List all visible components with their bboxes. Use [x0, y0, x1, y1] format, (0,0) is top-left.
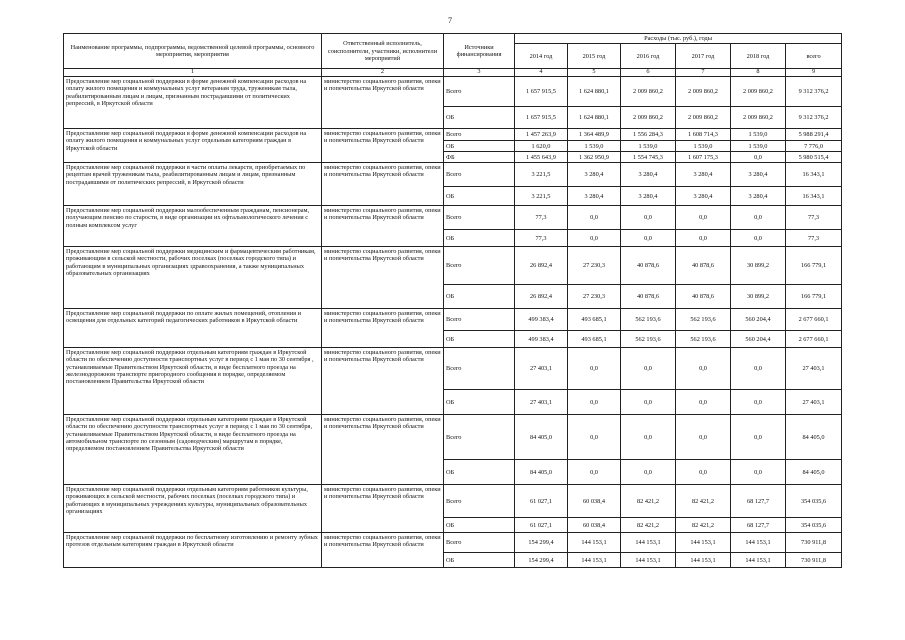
year-value: 493 685,1	[568, 331, 621, 348]
year-value: 2 009 860,2	[621, 77, 676, 107]
year-value: 0,0	[676, 348, 731, 390]
column-index: 2	[322, 69, 444, 77]
year-value: 562 193,6	[676, 309, 731, 331]
year-value: 26 892,4	[515, 247, 568, 285]
year-value: 61 027,1	[515, 518, 568, 533]
total-value: 354 035,6	[786, 485, 842, 518]
year-value: 493 685,1	[568, 309, 621, 331]
year-value: 560 204,4	[731, 331, 786, 348]
year-value: 562 193,6	[621, 309, 676, 331]
column-index: 6	[621, 69, 676, 77]
funding-source: Всего	[444, 129, 515, 141]
year-value: 84 405,0	[515, 415, 568, 460]
header-expenses-group: Расходы (тыс. руб.), годы	[515, 34, 842, 44]
funding-source: Всего	[444, 415, 515, 460]
year-value: 2 009 860,2	[676, 107, 731, 129]
year-value: 1 657 915,5	[515, 107, 568, 129]
column-index: 4	[515, 69, 568, 77]
year-value: 2 009 860,2	[731, 107, 786, 129]
year-value: 144 153,1	[676, 553, 731, 568]
funding-source: Всего	[444, 77, 515, 107]
year-value: 82 421,2	[621, 485, 676, 518]
year-value: 1 624 880,1	[568, 107, 621, 129]
year-value: 3 221,5	[515, 163, 568, 187]
responsible-executor: министерство социального развития, опеки и попечительства Иркутской области	[322, 129, 444, 163]
year-value: 1 624 880,1	[568, 77, 621, 107]
year-value: 3 280,4	[568, 187, 621, 206]
measure-name: Предоставление мер социальной поддержки в форме денежной компенсации расходов на оплату жилого помещения и коммунальных услуг ветеранам труда, труженикам тыла, реабилитированным лицам и лицам, признанным пострадавшими от политических репрессий, в Иркутской области	[64, 77, 322, 129]
year-value: 499 383,4	[515, 309, 568, 331]
year-value: 61 027,1	[515, 485, 568, 518]
year-value: 2 009 860,2	[731, 77, 786, 107]
year-value: 0,0	[621, 390, 676, 415]
year-value: 3 221,5	[515, 187, 568, 206]
budget-table	[63, 33, 842, 568]
table-row	[64, 348, 842, 390]
funding-source: Всего	[444, 309, 515, 331]
responsible-executor: министерство социального развития, опеки и попечительства Иркутской области	[322, 163, 444, 206]
year-value: 0,0	[621, 415, 676, 460]
year-value: 40 878,6	[621, 285, 676, 309]
header-executor-col: Ответственный исполнитель, соисполнители, участники, исполнители мероприятий	[322, 34, 444, 69]
funding-source: Всего	[444, 485, 515, 518]
year-value: 1 556 284,3	[621, 129, 676, 141]
year-value: 77,3	[515, 230, 568, 247]
responsible-executor: министерство социального развития, опеки и попечительства Иркутской области	[322, 533, 444, 568]
year-value: 30 899,2	[731, 285, 786, 309]
year-value: 144 153,1	[568, 553, 621, 568]
measure-name: Предоставление мер социальной поддержки по бесплатному изготовлению и ремонту зубных протезов отдельным категориям граждан в Иркутской области	[64, 533, 322, 568]
table-row	[64, 129, 842, 141]
year-value: 0,0	[676, 390, 731, 415]
funding-source: ОБ	[444, 141, 515, 152]
year-value: 0,0	[731, 460, 786, 485]
table-body	[64, 77, 842, 568]
funding-source: ОБ	[444, 285, 515, 309]
responsible-executor: министерство социального развития, опеки и попечительства Иркутской области	[322, 247, 444, 309]
year-value: 144 153,1	[621, 533, 676, 553]
year-value: 0,0	[731, 230, 786, 247]
year-value: 0,0	[676, 460, 731, 485]
year-value: 3 280,4	[621, 163, 676, 187]
column-index: 3	[444, 69, 515, 77]
year-value: 1 620,0	[515, 141, 568, 152]
year-value: 1 657 915,5	[515, 77, 568, 107]
measure-name: Предоставление мер социальной поддержки отдельным категориям работников культуры, проживающих в сельской местности, рабочих поселках (поселках городского типа) и работающих в муниципальных учреждениях культуры, муниципальных образовательных организациях	[64, 485, 322, 533]
funding-source: ОБ	[444, 331, 515, 348]
year-value: 27 230,3	[568, 247, 621, 285]
year-value: 0,0	[731, 415, 786, 460]
year-value: 60 038,4	[568, 485, 621, 518]
total-value: 730 911,8	[786, 533, 842, 553]
year-value: 0,0	[568, 230, 621, 247]
total-value: 2 677 660,1	[786, 309, 842, 331]
year-value: 499 383,4	[515, 331, 568, 348]
column-index: 5	[568, 69, 621, 77]
column-index-row	[64, 69, 842, 77]
year-value: 154 299,4	[515, 533, 568, 553]
year-value: 0,0	[568, 390, 621, 415]
table-header	[64, 34, 842, 77]
year-value: 0,0	[731, 152, 786, 163]
year-value: 2 009 860,2	[676, 77, 731, 107]
total-value: 5 988 291,4	[786, 129, 842, 141]
total-value: 77,3	[786, 206, 842, 230]
responsible-executor: министерство социального развития, опеки и попечительства Иркутской области	[322, 485, 444, 533]
year-value: 1 608 714,3	[676, 129, 731, 141]
year-value: 82 421,2	[676, 485, 731, 518]
table-row	[64, 247, 842, 285]
year-value: 3 280,4	[568, 163, 621, 187]
year-value: 154 299,4	[515, 553, 568, 568]
year-value: 40 878,6	[676, 247, 731, 285]
page-number: 7	[448, 16, 452, 25]
year-value: 3 280,4	[676, 187, 731, 206]
year-value: 0,0	[731, 348, 786, 390]
funding-source: ОБ	[444, 518, 515, 533]
year-value: 144 153,1	[568, 533, 621, 553]
responsible-executor: министерство социального развития, опеки и попечительства Иркутской области	[322, 415, 444, 485]
funding-source: ОБ	[444, 553, 515, 568]
year-value: 0,0	[676, 415, 731, 460]
year-value: 77,3	[515, 206, 568, 230]
year-value: 27 403,1	[515, 390, 568, 415]
column-index: 7	[676, 69, 731, 77]
total-value: 84 405,0	[786, 460, 842, 485]
year-value: 1 539,0	[731, 129, 786, 141]
table-row	[64, 309, 842, 331]
funding-source: Всего	[444, 348, 515, 390]
funding-source: ФБ	[444, 152, 515, 163]
year-value: 144 153,1	[621, 553, 676, 568]
total-value: 2 677 660,1	[786, 331, 842, 348]
measure-name: Предоставление мер социальной поддержки в форме денежной компенсации расходов на оплату жилого помещения и коммунальных услуг отдельным категориям граждан в Иркутской области	[64, 129, 322, 163]
table-row	[64, 163, 842, 187]
year-value: 3 280,4	[731, 187, 786, 206]
year-value: 82 421,2	[676, 518, 731, 533]
year-value: 3 280,4	[676, 163, 731, 187]
year-value: 1 455 643,9	[515, 152, 568, 163]
total-value: 9 312 376,2	[786, 77, 842, 107]
year-value: 40 878,6	[621, 247, 676, 285]
year-value: 1 539,0	[568, 141, 621, 152]
header-name-col: Наименование программы, подпрограммы, ведомственной целевой программы, основного мероприятия, мероприятия	[64, 34, 322, 69]
responsible-executor: министерство социального развития, опеки и попечительства Иркутской области	[322, 348, 444, 415]
year-value: 0,0	[621, 348, 676, 390]
total-value: 354 035,6	[786, 518, 842, 533]
funding-source: ОБ	[444, 460, 515, 485]
responsible-executor: министерство социального развития, опеки и попечительства Иркутской области	[322, 206, 444, 247]
year-value: 2 009 860,2	[621, 107, 676, 129]
measure-name: Предоставление мер социальной поддержки малообеспеченным гражданам, пенсионерам, получающим пенсию по старости, в виде организации их офтальмологического лечения с полным комплексом услуг	[64, 206, 322, 247]
measure-name: Предоставление мер социальной поддержки по оплате жилых помещений, отопления и освещения для отдельных категорий педагогических работников в Иркутской области	[64, 309, 322, 348]
total-value: 84 405,0	[786, 415, 842, 460]
year-value: 560 204,4	[731, 309, 786, 331]
header-year: 2018 год	[731, 44, 786, 69]
total-value: 166 779,1	[786, 285, 842, 309]
total-value: 9 312 376,2	[786, 107, 842, 129]
header-source-col: Источники финансирования	[444, 34, 515, 69]
table-row	[64, 485, 842, 518]
year-value: 1 457 263,9	[515, 129, 568, 141]
table-row	[64, 77, 842, 107]
year-value: 1 362 950,9	[568, 152, 621, 163]
year-value: 0,0	[621, 206, 676, 230]
year-value: 144 153,1	[731, 533, 786, 553]
column-index: 8	[731, 69, 786, 77]
total-value: 27 403,1	[786, 348, 842, 390]
measure-name: Предоставление мер социальной поддержки отдельным категориям граждан в Иркутской области по обеспечению доступности транспортных услуг в период с 1 мая по 30 сентября, устанавливаемые Правительством Иркутской области, в виде бесплатного проезда на автомобильном транспорте по сезонным (садоводческим) маршрутам в порядке, определяемом постановлением Правительства Иркутской области	[64, 415, 322, 485]
year-value: 1 554 745,3	[621, 152, 676, 163]
year-value: 26 892,4	[515, 285, 568, 309]
total-value: 730 911,8	[786, 553, 842, 568]
year-value: 27 403,1	[515, 348, 568, 390]
header-year: 2015 год	[568, 44, 621, 69]
year-value: 68 127,7	[731, 518, 786, 533]
year-value: 0,0	[731, 206, 786, 230]
funding-source: Всего	[444, 163, 515, 187]
column-index: 9	[786, 69, 842, 77]
year-value: 0,0	[568, 415, 621, 460]
year-value: 562 193,6	[621, 331, 676, 348]
year-value: 3 280,4	[621, 187, 676, 206]
header-total: всего	[786, 44, 842, 69]
column-index: 1	[64, 69, 322, 77]
year-value: 84 405,0	[515, 460, 568, 485]
measure-name: Предоставление мер социальной поддержки отдельным категориям граждан в Иркутской области по обеспечению доступности транспортных услуг в период с 1 мая по 30 сентября , устанавливаемые Правительством Иркутской области, в виде бесплатного проезда на железнодорожном транспорте пригородного сообщения в порядке, определяемом постановлением Правительства Иркутской области	[64, 348, 322, 415]
year-value: 0,0	[568, 460, 621, 485]
measure-name: Предоставление мер социальной поддержки медицинским и фармацевтическим работникам, проживающим в сельской местности, рабочих поселках (поселках городского типа) и работающим в муниципальных организациях здравоохранения, а также муниципальных образовательных организациях	[64, 247, 322, 309]
year-value: 1 539,0	[731, 141, 786, 152]
header-year: 2016 год	[621, 44, 676, 69]
total-value: 5 980 515,4	[786, 152, 842, 163]
header-year: 2017 год	[676, 44, 731, 69]
year-value: 0,0	[676, 230, 731, 247]
year-value: 40 878,6	[676, 285, 731, 309]
funding-source: ОБ	[444, 107, 515, 129]
header-year: 2014 год	[515, 44, 568, 69]
year-value: 562 193,6	[676, 331, 731, 348]
year-value: 1 539,0	[621, 141, 676, 152]
table-row	[64, 206, 842, 230]
year-value: 3 280,4	[731, 163, 786, 187]
total-value: 77,3	[786, 230, 842, 247]
year-value: 0,0	[568, 348, 621, 390]
year-value: 0,0	[731, 390, 786, 415]
year-value: 0,0	[621, 230, 676, 247]
funding-source: Всего	[444, 247, 515, 285]
table-row	[64, 415, 842, 460]
total-value: 27 403,1	[786, 390, 842, 415]
year-value: 0,0	[621, 460, 676, 485]
year-value: 68 127,7	[731, 485, 786, 518]
total-value: 16 343,1	[786, 187, 842, 206]
year-value: 30 899,2	[731, 247, 786, 285]
year-value: 1 539,0	[676, 141, 731, 152]
year-value: 144 153,1	[731, 553, 786, 568]
funding-source: ОБ	[444, 230, 515, 247]
table-row	[64, 533, 842, 553]
funding-source: ОБ	[444, 390, 515, 415]
year-value: 82 421,2	[621, 518, 676, 533]
year-value: 60 038,4	[568, 518, 621, 533]
funding-source: ОБ	[444, 187, 515, 206]
year-value: 144 153,1	[676, 533, 731, 553]
total-value: 7 776,0	[786, 141, 842, 152]
budget-table-wrapper	[63, 33, 841, 568]
year-value: 1 607 175,3	[676, 152, 731, 163]
funding-source: Всего	[444, 206, 515, 230]
total-value: 166 779,1	[786, 247, 842, 285]
total-value: 16 343,1	[786, 163, 842, 187]
year-value: 27 230,3	[568, 285, 621, 309]
year-value: 1 364 489,9	[568, 129, 621, 141]
funding-source: Всего	[444, 533, 515, 553]
responsible-executor: министерство социального развития, опеки и попечительства Иркутской области	[322, 309, 444, 348]
year-value: 0,0	[676, 206, 731, 230]
measure-name: Предоставление мер социальной поддержки в части оплаты лекарств, приобретаемых по рецептам врачей труженикам тыла, реабилитированным лицам и лицам, признанным пострадавшими от политических репрессий, в Иркутской области	[64, 163, 322, 206]
responsible-executor: министерство социального развития, опеки и попечительства Иркутской области	[322, 77, 444, 129]
year-value: 0,0	[568, 206, 621, 230]
